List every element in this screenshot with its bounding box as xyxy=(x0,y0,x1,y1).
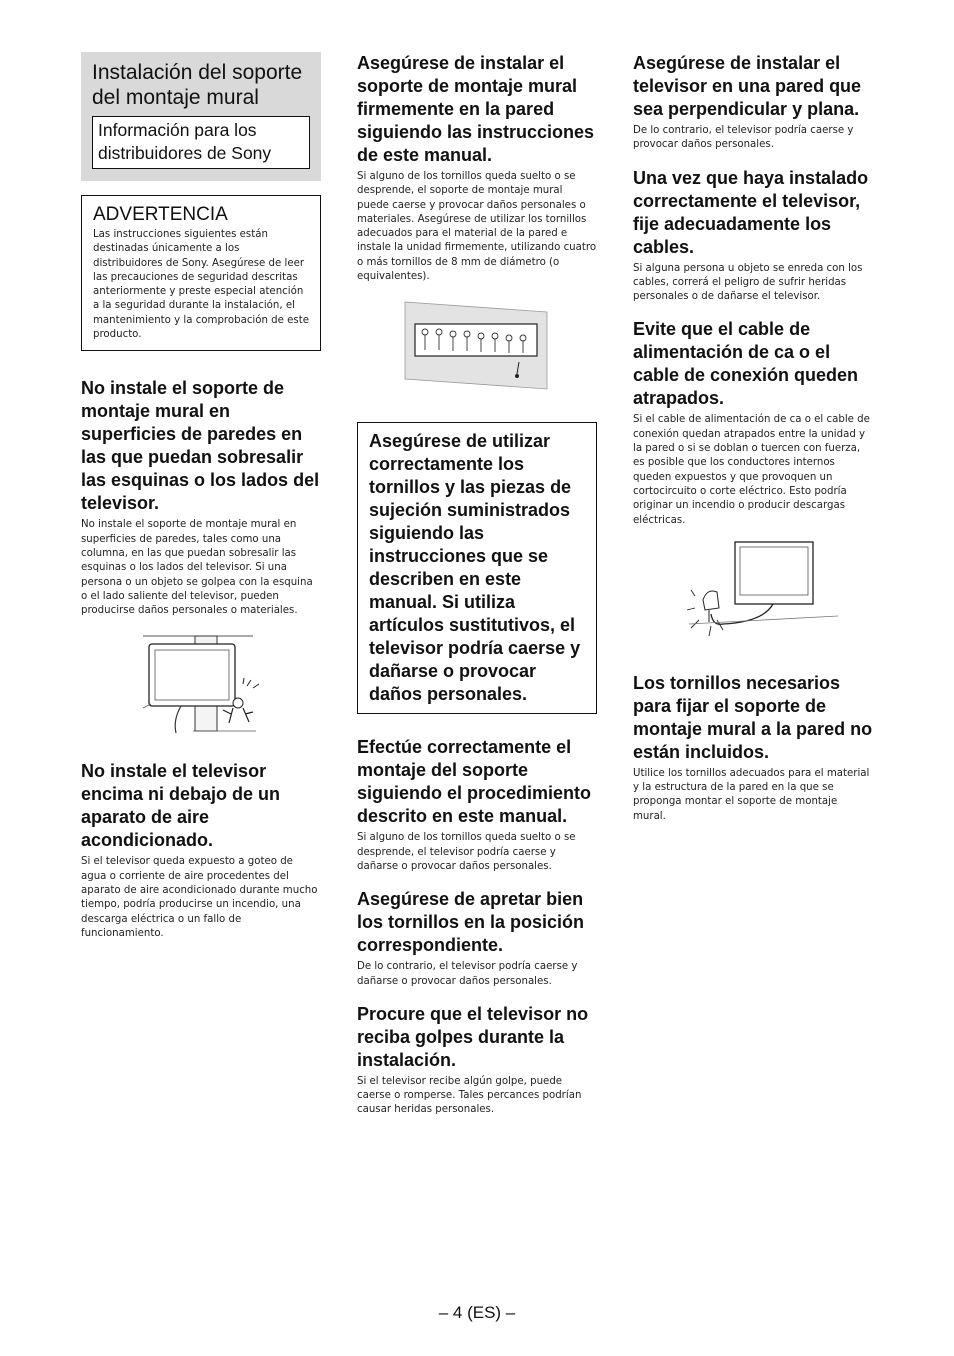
warning-box xyxy=(81,195,321,351)
section-tighten-screws xyxy=(357,888,597,989)
section-body: Si el televisor recibe algún golpe, puede caerse o romperse. Tales percances podrían causar heridas personales. xyxy=(357,1075,582,1116)
section-corners xyxy=(81,377,321,618)
section-body: De lo contrario, el televisor podría caerse y provocar daños personales. xyxy=(633,125,854,151)
section-heading: No instale el soporte de montaje mural en superficies de paredes en las que puedan sobresalir las esquinas o los lados del televisor. xyxy=(81,378,320,514)
section-heading: Evite que el cable de alimentación de ca o el cable de conexión queden atrapados. xyxy=(633,319,859,409)
page-number: – 4 (ES) – xyxy=(438,1303,516,1322)
section-body: Si alguno de los tornillos queda suelto o se desprende, el televisor podría caerse y dañarse o provocar daños personales. xyxy=(357,832,576,872)
section-heading: Asegúrese de instalar el televisor en una pared que sea perpendicular y plana. xyxy=(633,53,862,119)
screws-warning-box xyxy=(357,422,597,714)
section-cable-trapped xyxy=(633,318,873,527)
section-body: Si el televisor queda expuesto a goteo de agua o corriente de aire procedentes del aparato de aire acondicionado durante mucho tiempo, podría producirse un incendio, una descarga eléctrica o un fallo de funcionamiento. xyxy=(81,856,318,939)
title-box xyxy=(81,52,321,181)
section-mount-procedure xyxy=(357,736,597,874)
section-body: Si alguno de los tornillos queda suelto o se desprende, el soporte de montaje mural puede caerse y provocar daños personales o materiales. Asegúrese de utilizar los tornillos adecuados para el material de la pared e instale la unidad firmemente, utilizando cuatro o más tornillos de 8 mm de diámetro (o equivalentes). xyxy=(357,171,597,283)
section-body: Si el cable de alimentación de ca o el cable de conexión quedan atrapados entre la unidad y la pared o si se doblan o tuercen con fuerza, es posible que los conductores internos queden expuestos y que provoquen un cortocircuito o corte eléctrico. Esto podría originar un incendio o producir descargas eléctricas. xyxy=(633,414,870,526)
column-3 xyxy=(633,52,873,824)
section-avoid-impacts xyxy=(357,1003,597,1118)
warning-heading: ADVERTENCIA xyxy=(93,204,228,225)
trapped-cable-illustration xyxy=(633,538,873,648)
wall-bracket-illustration xyxy=(357,294,597,394)
section-heading: Una vez que haya instalado correctamente el televisor, fije adecuadamente los cables. xyxy=(633,167,869,257)
section-secure-cables xyxy=(633,167,873,305)
page-title: Instalación del soporte del montaje mural xyxy=(92,61,303,109)
section-body: De lo contrario, el televisor podría caerse y dañarse o provocar daños personales. xyxy=(357,961,578,987)
section-heading: Procure que el televisor no reciba golpes durante la instalación. xyxy=(357,1003,589,1070)
section-air-conditioner xyxy=(81,760,321,941)
section-screws-not-included xyxy=(633,672,873,824)
section-flat-wall xyxy=(633,52,873,153)
section-heading: Los tornillos necesarios para fijar el soporte de montaje mural a la pared no están incluidos. xyxy=(633,672,873,762)
warning-body: Las instrucciones siguientes están destinadas únicamente a los distribuidores de Sony. Asegúrese de leer las precauciones de seguridad descritas anteriormente y preste especial atención a la seguridad durante la instalación, el mantenimiento y la comprobación de este producto. xyxy=(93,229,309,341)
column-1 xyxy=(81,52,321,941)
boxed-heading: Asegúrese de utilizar correctamente los tornillos y las piezas de sujeción suministrados siguiendo las instrucciones que se describen en este manual. Si utiliza artículos sustitutivos, el televisor podría caerse y dañarse o provocar daños personales. xyxy=(369,431,581,705)
section-heading: Asegúrese de apretar bien los tornillos en la posición correspondiente. xyxy=(357,889,585,956)
section-body: Si alguna persona u objeto se enreda con los cables, correrá el peligro de sufrir heridas personales o de dañarse el televisor. xyxy=(633,262,863,303)
section-heading: No instale el televisor encima ni debajo de un aparato de aire acondicionado. xyxy=(81,761,281,851)
subtitle-box: Información para los distribuidores de Sony xyxy=(92,116,310,169)
column-corner-illustration xyxy=(81,628,321,738)
section-heading: Asegúrese de instalar el soporte de montaje mural firmemente en la pared siguiendo las instrucciones de este manual. xyxy=(357,53,595,165)
section-body: No instale el soporte de montaje mural en superficies de paredes, tales como una columna, en las que puedan sobresalir las esquinas o los lados del televisor. Si una persona o un objeto se golpea con la esquina o el lado saliente del televisor, pueden producirse daños personales o materiales. xyxy=(81,519,313,617)
section-firm-install xyxy=(357,52,597,284)
column-2 xyxy=(357,52,597,1118)
section-heading: Efectúe correctamente el montaje del soporte siguiendo el procedimiento descrito en este manual. xyxy=(357,737,592,827)
section-body: Utilice los tornillos adecuados para el material y la estructura de la pared en la que se proponga montar el soporte de montaje mural. xyxy=(633,767,870,822)
